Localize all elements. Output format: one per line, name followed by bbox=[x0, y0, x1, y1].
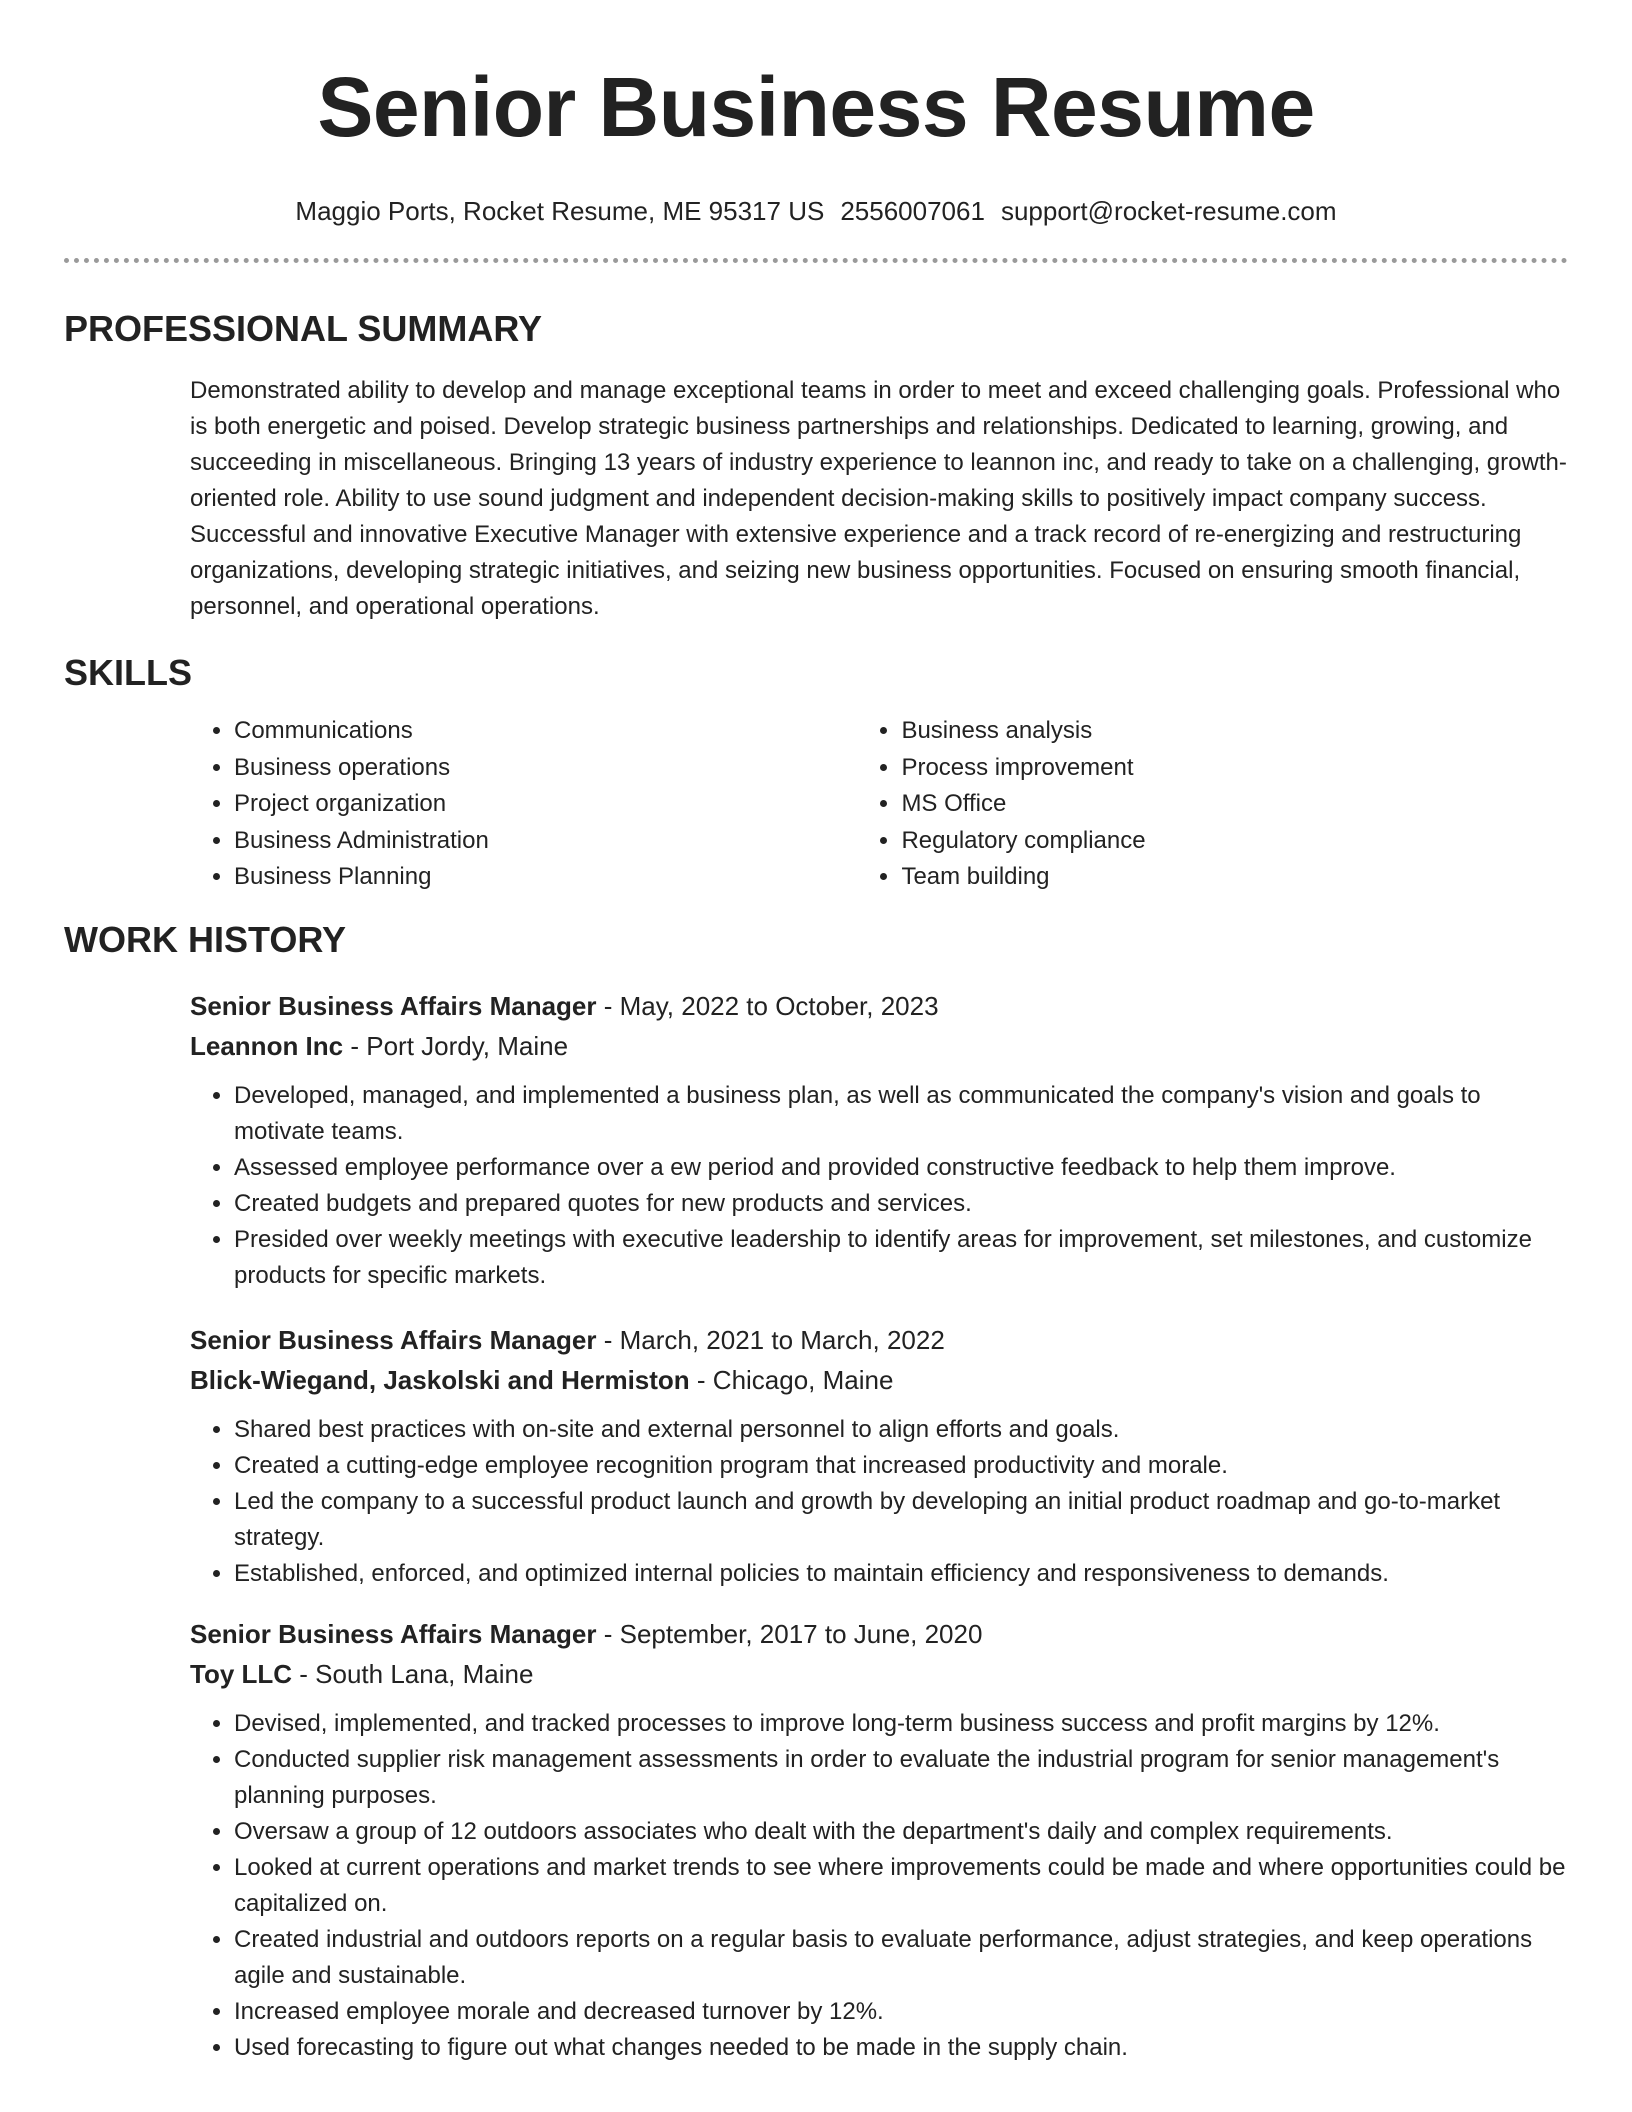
job-bullet: • Assessed employee performance over a ew period and provided constructive feedback to help them improve. bbox=[234, 1150, 1568, 1186]
job-bullet: • Conducted supplier risk management assessments in order to evaluate the industrial program for senior management's planning purposes. bbox=[234, 1742, 1568, 1814]
job-title: Senior Business Affairs Manager bbox=[190, 990, 597, 1021]
job-company: Leannon Inc bbox=[190, 1030, 344, 1061]
summary-text: Demonstrated ability to develop and manage exceptional teams in order to meet and exceed challenging goals. Professional who is both energetic and poised. Develop strategic business partnerships and relationships. Dedicated to learning, growing, and succeeding in miscellaneous. Bringing 13 years of industry experience to leannon inc, and ready to take on a challenging, growth-oriented role. Ability to use sound judgment and independent decision-making skills to positively impact company success. Successful and innovative Executive Manager with extensive experience and a track record of re-energizing and restructuring organizations, developing strategic initiatives, and seizing new business opportunities. Focused on ensuring smooth financial, personnel, and operational operations. bbox=[190, 377, 1567, 620]
job-title: Senior Business Affairs Manager bbox=[190, 1618, 597, 1649]
job-bullet: • Led the company to a successful product launch and growth by developing an initial product roadmap and go-to-market strategy. bbox=[234, 1484, 1568, 1556]
job-bullet: • Used forecasting to figure out what changes needed to be made in the supply chain. bbox=[234, 2030, 1568, 2066]
job-entry bbox=[190, 986, 1568, 1294]
job-title-line bbox=[190, 1320, 1568, 1360]
job-location: - South Lana, Maine bbox=[292, 1658, 534, 1689]
skill-item: • Business analysis bbox=[901, 713, 1568, 750]
job-company-line bbox=[190, 1360, 1568, 1400]
job-company-line bbox=[190, 1026, 1568, 1066]
job-bullets bbox=[190, 1078, 1568, 1294]
job-title: Senior Business Affairs Manager bbox=[190, 1324, 597, 1355]
summary-heading: PROFESSIONAL SUMMARY bbox=[64, 308, 543, 349]
skill-item: • MS Office bbox=[901, 786, 1568, 823]
job-bullet: • Presided over weekly meetings with executive leadership to identify areas for improvement, set milestones, and customize products for specific markets. bbox=[234, 1222, 1568, 1294]
job-bullet: • Oversaw a group of 12 outdoors associates who dealt with the department's daily and complex requirements. bbox=[234, 1814, 1568, 1850]
skill-item: • Business operations bbox=[234, 750, 857, 787]
job-bullet: • Developed, managed, and implemented a business plan, as well as communicated the company's vision and goals to motivate teams. bbox=[234, 1078, 1568, 1150]
job-bullet: • Established, enforced, and optimized internal policies to maintain efficiency and responsiveness to demands. bbox=[234, 1556, 1568, 1592]
job-location: - Chicago, Maine bbox=[689, 1364, 894, 1395]
job-title-line bbox=[190, 1614, 1568, 1654]
job-location: - Port Jordy, Maine bbox=[343, 1030, 569, 1061]
job-title-line bbox=[190, 986, 1568, 1026]
contact-phone: 2556007061 bbox=[840, 196, 985, 226]
skill-item: • Process improvement bbox=[901, 750, 1568, 787]
contact-email: support@rocket-resume.com bbox=[1000, 196, 1337, 226]
job-bullet: • Shared best practices with on-site and external personnel to align efforts and goals. bbox=[234, 1412, 1568, 1448]
job-company-line bbox=[190, 1654, 1568, 1694]
job-entry bbox=[190, 1320, 1568, 1592]
skills-column-right bbox=[857, 713, 1568, 896]
skill-item: • Business Planning bbox=[234, 859, 857, 896]
work-history-heading: WORK HISTORY bbox=[64, 918, 347, 960]
resume-title: Senior Business Resume bbox=[317, 60, 1315, 154]
skills-heading: SKILLS bbox=[64, 652, 193, 693]
job-entry bbox=[190, 1614, 1568, 2066]
job-bullet: • Increased employee morale and decreased turnover by 12%. bbox=[234, 1994, 1568, 2030]
skills-column-left bbox=[190, 713, 857, 896]
skills-list bbox=[190, 713, 1568, 896]
job-bullet: • Created industrial and outdoors reports on a regular basis to evaluate performance, adjust strategies, and keep operations agile and sustainable. bbox=[234, 1922, 1568, 1994]
contact-info bbox=[0, 194, 1632, 228]
skill-item: • Team building bbox=[901, 859, 1568, 896]
job-dates: - September, 2017 to June, 2020 bbox=[596, 1618, 983, 1649]
contact-address: Maggio Ports, Rocket Resume, ME 95317 US bbox=[295, 196, 825, 226]
job-company: Blick-Wiegand, Jaskolski and Hermiston bbox=[190, 1364, 690, 1395]
skill-item: • Business Administration bbox=[234, 823, 857, 860]
skill-item: • Regulatory compliance bbox=[901, 823, 1568, 860]
header-divider bbox=[64, 258, 1568, 263]
job-bullet: • Created budgets and prepared quotes for new products and services. bbox=[234, 1186, 1568, 1222]
job-bullets bbox=[190, 1706, 1568, 2066]
job-company: Toy LLC bbox=[190, 1658, 293, 1689]
skill-item: • Communications bbox=[234, 713, 857, 750]
job-bullet: • Looked at current operations and market trends to see where improvements could be made and where opportunities could be capitalized on. bbox=[234, 1850, 1568, 1922]
job-dates: - March, 2021 to March, 2022 bbox=[596, 1324, 945, 1355]
skill-item: • Project organization bbox=[234, 786, 857, 823]
job-dates: - May, 2022 to October, 2023 bbox=[596, 990, 939, 1021]
job-bullet: • Created a cutting-edge employee recognition program that increased productivity and morale. bbox=[234, 1448, 1568, 1484]
job-bullet: • Devised, implemented, and tracked processes to improve long-term business success and profit margins by 12%. bbox=[234, 1706, 1568, 1742]
job-bullets bbox=[190, 1412, 1568, 1592]
